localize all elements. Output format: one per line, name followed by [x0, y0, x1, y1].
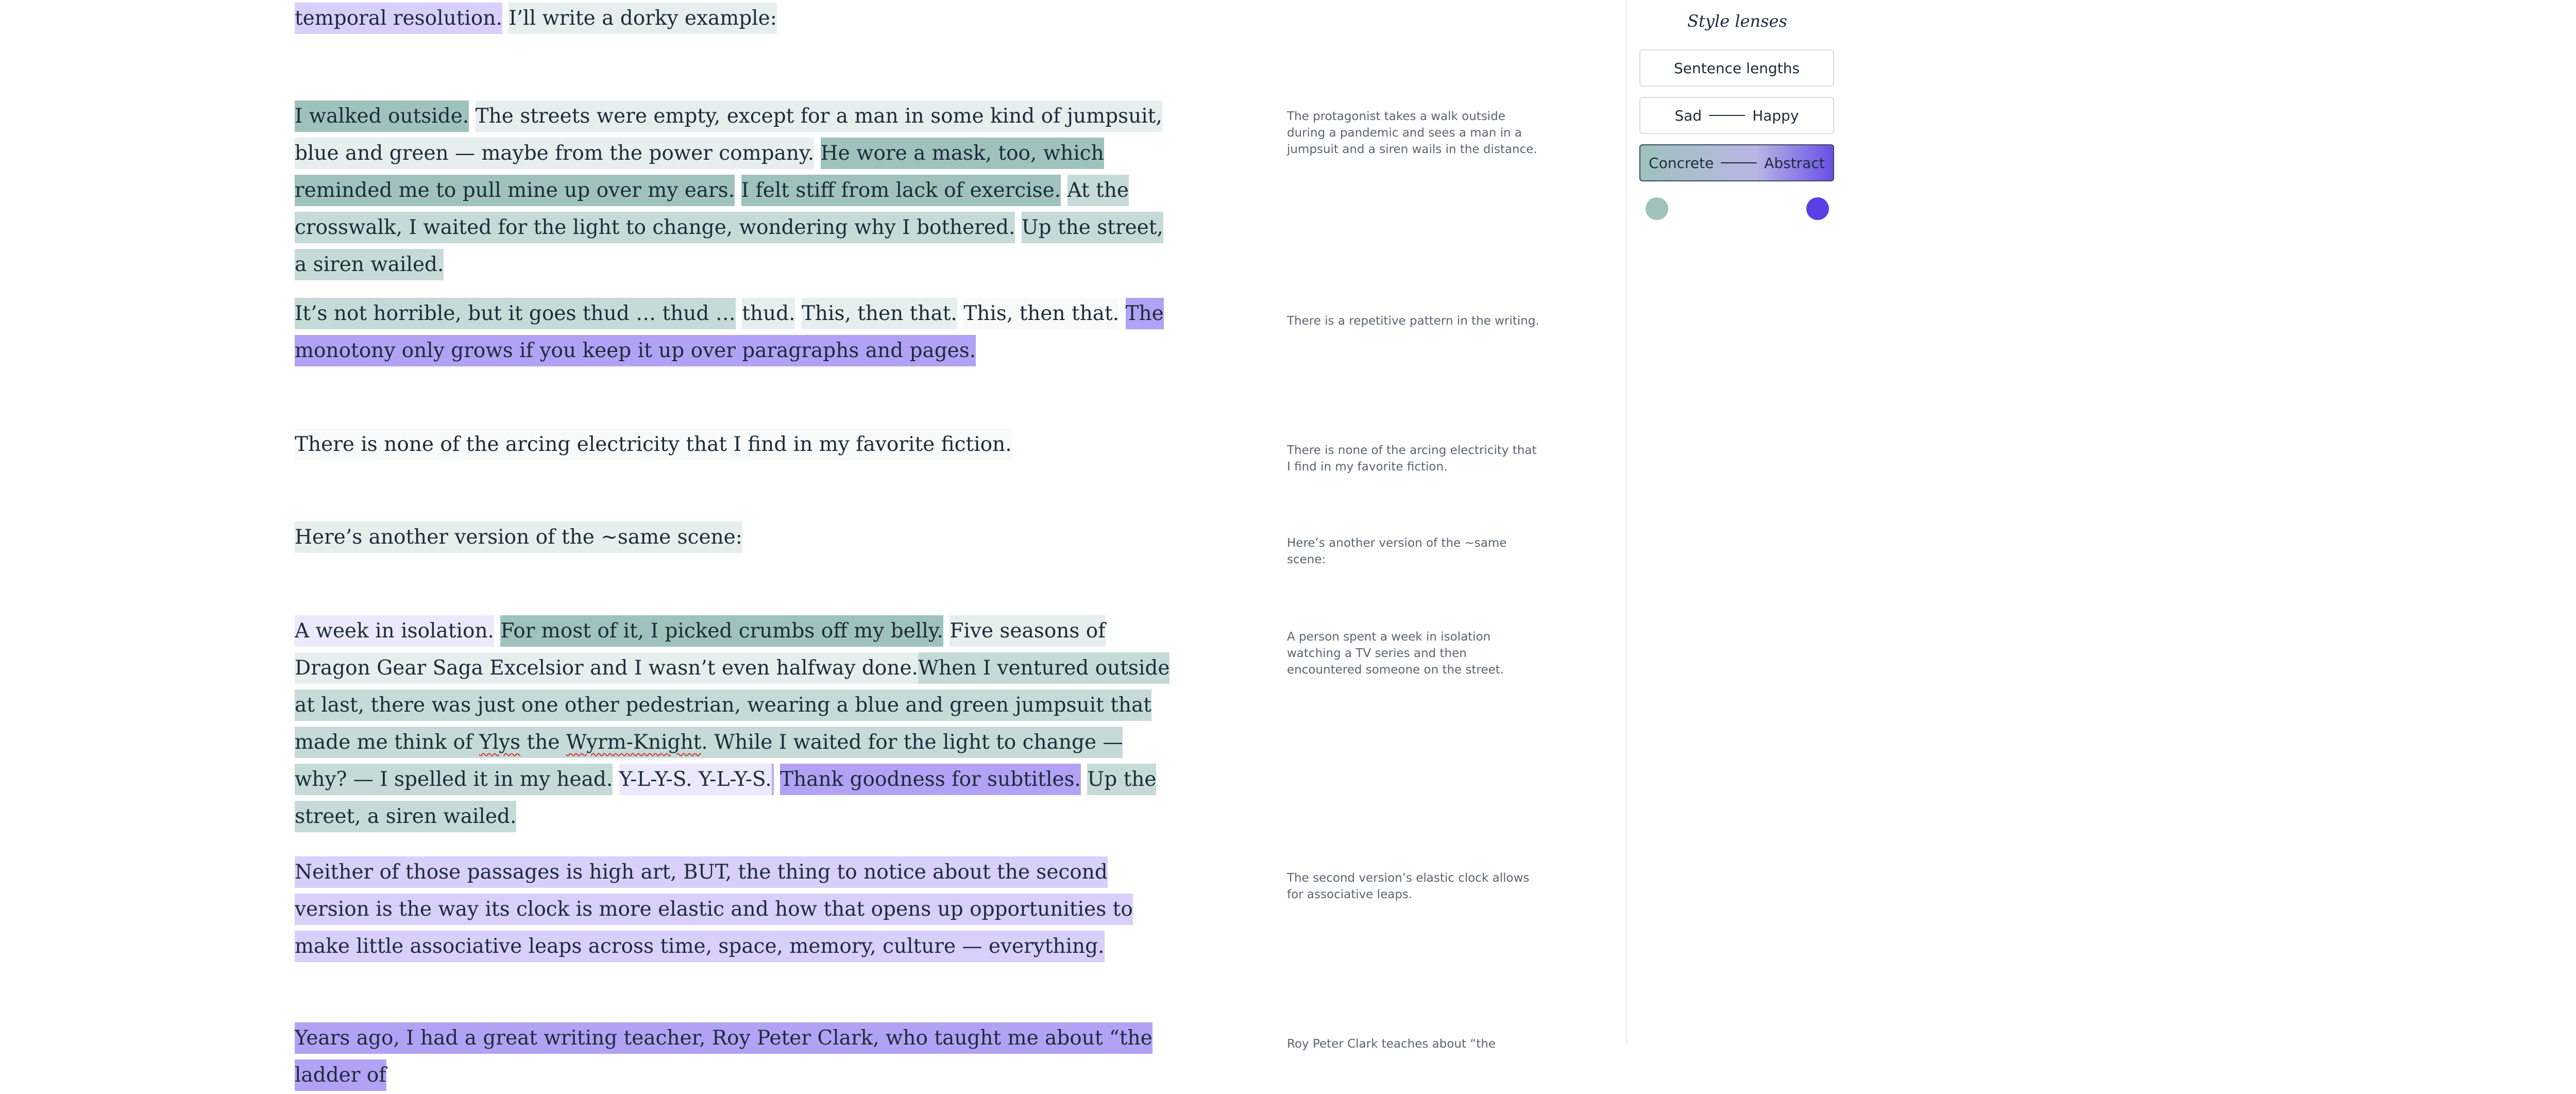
sentence[interactable]: I felt stiff from lack of exercise.	[741, 175, 1061, 206]
lens-right-label: Happy	[1752, 107, 1799, 124]
lens-label: Sentence lengths	[1673, 59, 1800, 77]
concrete-color-dot	[1646, 197, 1668, 220]
lens-left-label: Concrete	[1649, 154, 1714, 172]
paragraph[interactable]	[295, 295, 1181, 369]
sentence[interactable]: This, then that.	[963, 298, 1119, 329]
sentence[interactable]: The streets were empty, except for a man in some kind of jumpsuit, blue and green — maybe from the power company.	[295, 100, 1162, 169]
sentence[interactable]: Here’s another version of the ~same scene:	[295, 521, 742, 553]
lens-right-label: Abstract	[1764, 154, 1825, 172]
sentence[interactable]: This, then that.	[802, 298, 957, 329]
sad-happy-lens-button[interactable]	[1639, 97, 1834, 134]
paragraph-summary: The protagonist takes a walk outside during a pandemic and sees a man in a jumpsuit and a siren wails in the distance.	[1287, 110, 1537, 156]
scale-dash	[1721, 162, 1757, 163]
sentence[interactable]: Neither of those passages is high art, BUT, the thing to notice about the second version is the way its clock is more elastic and how that opens up opportunities to make little associative leaps across time, space, memory, culture — everything.	[295, 856, 1133, 962]
concrete-abstract-lens-button[interactable]	[1639, 144, 1834, 181]
sentence[interactable]: . While I waited for the light to change — why? — I spelled it in my head.	[295, 727, 1123, 795]
sentence[interactable]: A week in isolation.	[295, 615, 494, 647]
sidebar-title: Style lenses	[1687, 11, 1787, 31]
sentence[interactable]: temporal resolution.	[295, 3, 502, 34]
sentence[interactable]: Y-L-Y-S. Y-L-Y-S.	[619, 764, 774, 795]
sentence[interactable]: I walked outside.	[295, 100, 469, 132]
style-lenses-sidebar	[1626, 0, 1848, 1045]
paragraph[interactable]	[295, 519, 1181, 556]
paragraph-summary: A person spent a week in isolation watching a TV series and then encountered someone on the street.	[1287, 630, 1504, 677]
paragraph[interactable]	[295, 1020, 1181, 1094]
paragraph-summary: The second version’s elastic clock allows for associative leaps.	[1287, 871, 1530, 901]
sentence[interactable]: It’s not horrible, but it goes thud … thud …	[295, 298, 736, 329]
paragraph[interactable]	[295, 854, 1181, 965]
paragraph[interactable]	[295, 426, 1181, 463]
lens-left-label: Sad	[1674, 107, 1702, 124]
misspelled-word[interactable]: Ylys	[479, 727, 520, 758]
paragraph[interactable]	[295, 98, 1181, 283]
sentence-lengths-lens-button[interactable]	[1639, 49, 1834, 87]
paragraph[interactable]	[295, 613, 1181, 835]
paragraph-summary: There is none of the arcing electricity that I find in my favorite fiction.	[1287, 444, 1537, 474]
sentence[interactable]: There is none of the arcing electricity that I find in my favorite fiction.	[295, 429, 1012, 460]
sentence[interactable]: the	[520, 727, 566, 758]
sentence[interactable]: Five seasons of Dragon Gear Saga Excelsior and I wasn’t even halfway done.	[295, 615, 1106, 684]
paragraph-summary: Here’s another version of the ~same scene:	[1287, 536, 1507, 566]
sentence[interactable]: Years ago, I had a great writing teacher, Roy Peter Clark, who taught me about “the ladder of	[295, 1022, 1153, 1091]
sentence[interactable]: When I ventured outside at last, there was just one other pedestrian, wearing a blue and green jumpsuit that made me think of	[295, 652, 1170, 758]
sentence[interactable]: For most of it, I picked crumbs off my belly.	[500, 615, 943, 647]
abstract-color-dot	[1806, 197, 1829, 220]
sentence[interactable]: Up the street, a siren wailed.	[295, 764, 1156, 832]
paragraph[interactable]	[295, 0, 1181, 37]
paragraph-summary: There is a repetitive pattern in the writing.	[1287, 314, 1539, 328]
sentence[interactable]: I’ll write a dorky example:	[509, 3, 777, 34]
sentence[interactable]: At the crosswalk, I waited for the light to change, wondering why I bothered.	[295, 175, 1129, 243]
sentence[interactable]: He wore a mask, too, which reminded me to pull mine up over my ears.	[295, 138, 1104, 206]
paragraph-summary: Roy Peter Clark teaches about “the	[1287, 1037, 1496, 1051]
scale-dash	[1709, 115, 1745, 116]
misspelled-word[interactable]: Wyrm-Knight	[566, 727, 702, 758]
sentence[interactable]: The monotony only grows if you keep it up over paragraphs and pages.	[295, 298, 1164, 366]
sentence[interactable]: Thank goodness for subtitles.	[780, 764, 1081, 795]
sentence[interactable]: Up the street, a siren wailed.	[295, 212, 1163, 280]
sentence[interactable]: thud.	[742, 298, 795, 329]
